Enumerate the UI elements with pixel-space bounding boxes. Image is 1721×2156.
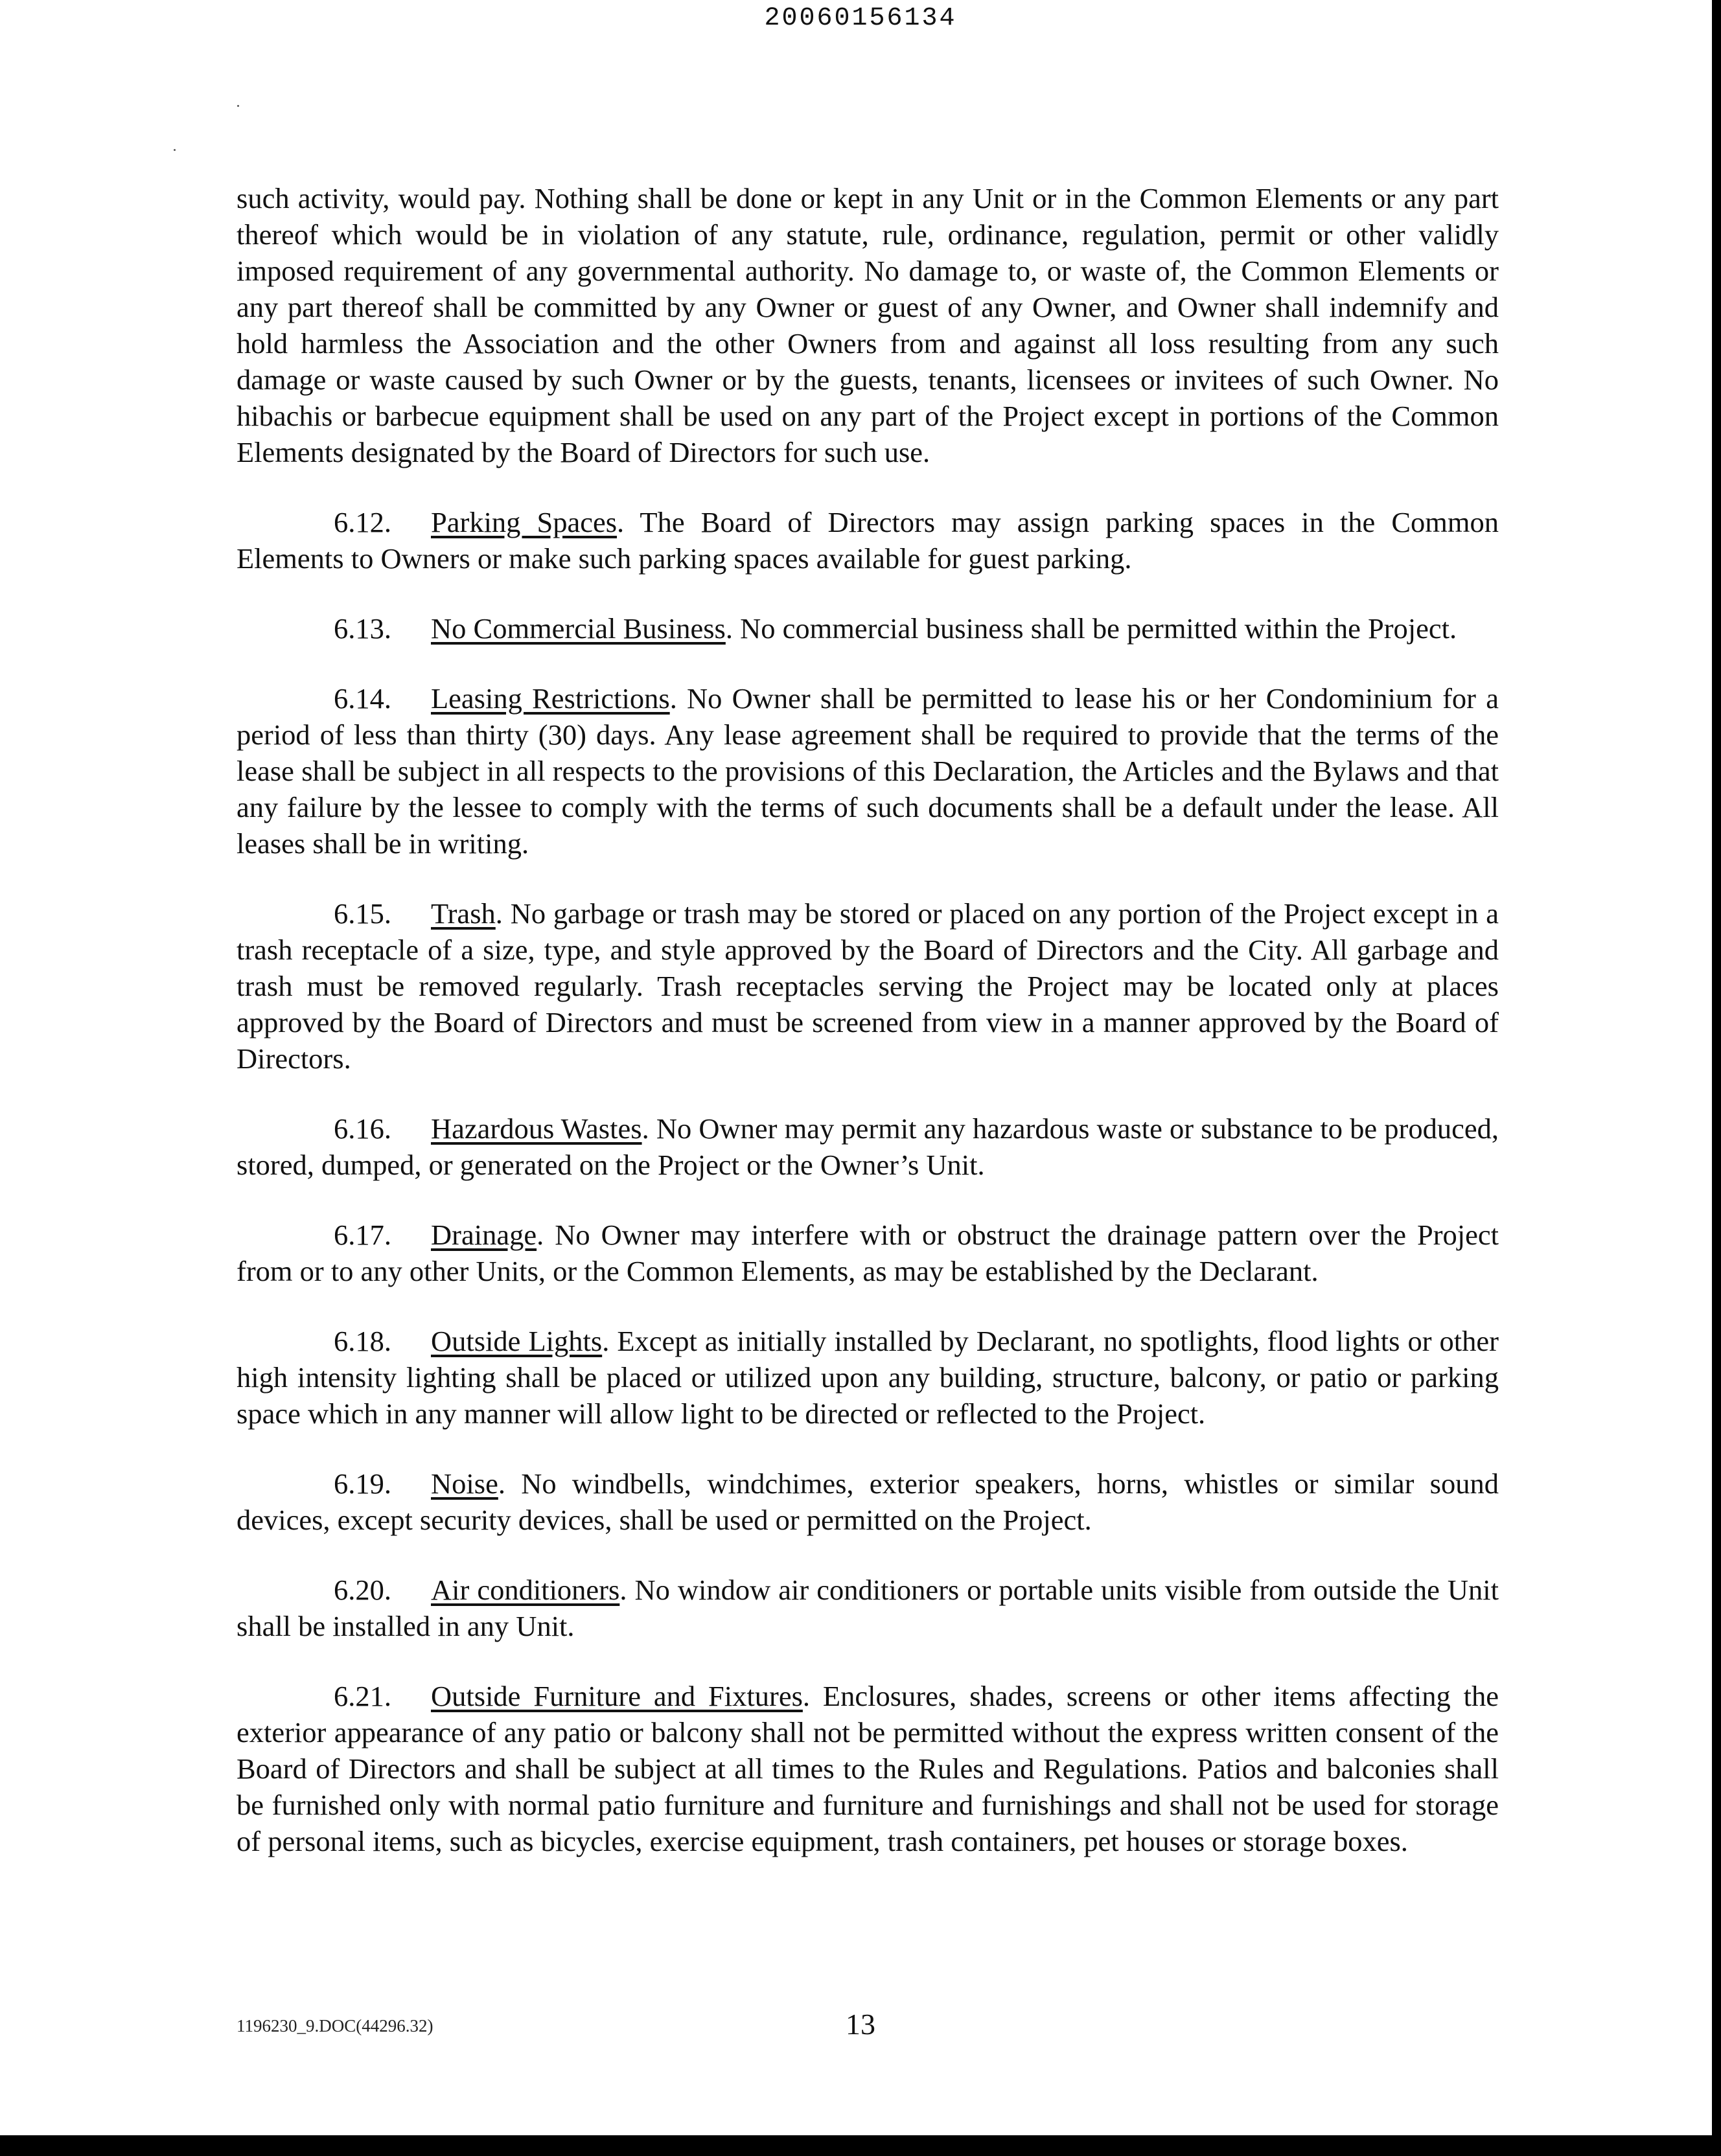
section-6-13 — [237, 610, 1499, 647]
section-heading: Air conditioners — [431, 1574, 620, 1606]
section-text: . Except as initially installed by Declarant, no spotlights, flood lights or other high intensity lighting shall be placed or utilized upon any building, structure, balcony, or patio or parking space which in any manner will allow light to be directed or reflected to the Project. — [237, 1325, 1499, 1430]
section-6-16 — [237, 1110, 1499, 1183]
section-heading: Trash — [431, 897, 496, 930]
page-number: 13 — [846, 2008, 875, 2041]
section-number: 6.21. — [334, 1680, 391, 1712]
section-6-20 — [237, 1572, 1499, 1644]
section-6-12 — [237, 504, 1499, 577]
document-body — [237, 180, 1499, 1893]
section-text: . No Owner may permit any hazardous waste or substance to be produced, stored, dumped, or generated on the Project or the Owner’s Unit. — [237, 1112, 1499, 1181]
section-text: . No garbage or trash may be stored or placed on any portion of the Project except in a trash receptacle of a size, type, and style approved by the Board of Directors and the City. All garbage and trash must be removed regularly. Trash receptacles serving the Project may be located only at places approved by the Board of Directors and must be screened from view in a manner approved by the Board of Directors. — [237, 897, 1499, 1075]
section-6-15 — [237, 895, 1499, 1077]
section-heading: Parking Spaces — [431, 506, 618, 538]
section-number: 6.16. — [334, 1112, 391, 1145]
scan-speck — [174, 149, 176, 151]
section-number: 6.13. — [334, 612, 391, 645]
section-6-21 — [237, 1678, 1499, 1859]
section-number: 6.15. — [334, 897, 391, 930]
section-heading: Leasing Restrictions — [431, 682, 670, 715]
scan-edge-right — [1712, 0, 1721, 2156]
section-text: . No Owner may interfere with or obstruct the drainage pattern over the Project from or to any other Units, or the Common Elements, as may be established by the Declarant. — [237, 1219, 1499, 1287]
continuation-paragraph: such activity, would pay. Nothing shall be done or kept in any Unit or in the Common Elements or any part thereof which would be in violation of any statute, rule, ordinance, regulation, permit or other validly imposed requirement of any governmental authority. No damage to, or waste of, the Common Elements or any part thereof shall be committed by any Owner or guest of any Owner, and Owner shall indemnify and hold harmless the Association and the other Owners from and against all loss resulting from any such damage or waste caused by such Owner or by the guests, tenants, licensees or invitees of such Owner. No hibachis or barbecue equipment shall be used on any part of the Project except in portions of the Common Elements designated by the Board of Directors for such use. — [237, 182, 1499, 468]
section-text: . The Board of Directors may assign parking spaces in the Common Elements to Owners or make such parking spaces available for guest parking. — [237, 506, 1499, 575]
section-number: 6.18. — [334, 1325, 391, 1357]
section-text: . Enclosures, shades, screens or other items affecting the exterior appearance of any patio or balcony shall not be permitted without the express written consent of the Board of Directors and shall be subject at all times to the Rules and Regulations. Patios and balconies shall be furnished only with normal patio furniture and furniture and furnishings and shall not be used for storage of personal items, such as bicycles, exercise equipment, trash containers, pet houses or storage boxes. — [237, 1680, 1499, 1857]
section-6-14 — [237, 680, 1499, 862]
section-text: . No Owner shall be permitted to lease his or her Condominium for a period of less than thirty (30) days. Any lease agreement shall be required to provide that the terms of the lease shall be subject in all respects to the provisions of this Declaration, the Articles and the Bylaws and that any failure by the lessee to comply with the terms of such documents shall be a default under the lease. All leases shall be in writing. — [237, 682, 1499, 860]
section-number: 6.14. — [334, 682, 391, 715]
section-number: 6.19. — [334, 1467, 391, 1500]
section-6-17 — [237, 1217, 1499, 1289]
section-heading: Noise — [431, 1467, 498, 1500]
section-heading: Outside Furniture and Fixtures — [431, 1680, 803, 1712]
section-heading: Outside Lights — [431, 1325, 603, 1357]
scan-edge-bottom — [0, 2135, 1721, 2156]
footer-document-id: 1196230_9.DOC(44296.32) — [237, 2016, 433, 2036]
section-text: . No windbells, windchimes, exterior speakers, horns, whistles or similar sound devices, except security devices, shall be used or permitted on the Project. — [237, 1467, 1499, 1536]
section-6-19 — [237, 1465, 1499, 1538]
section-text: . No window air conditioners or portable units visible from outside the Unit shall be installed in any Unit. — [237, 1574, 1499, 1642]
scan-speck — [237, 105, 239, 107]
section-number: 6.17. — [334, 1219, 391, 1251]
section-text: . No commercial business shall be permitted within the Project. — [725, 612, 1457, 645]
document-number: 20060156134 — [764, 4, 957, 33]
section-heading: Drainage — [431, 1219, 537, 1251]
section-number: 6.20. — [334, 1574, 391, 1606]
section-heading: Hazardous Wastes — [431, 1112, 642, 1145]
section-6-18 — [237, 1323, 1499, 1432]
section-heading: No Commercial Business — [431, 612, 726, 645]
section-number: 6.12. — [334, 506, 391, 538]
